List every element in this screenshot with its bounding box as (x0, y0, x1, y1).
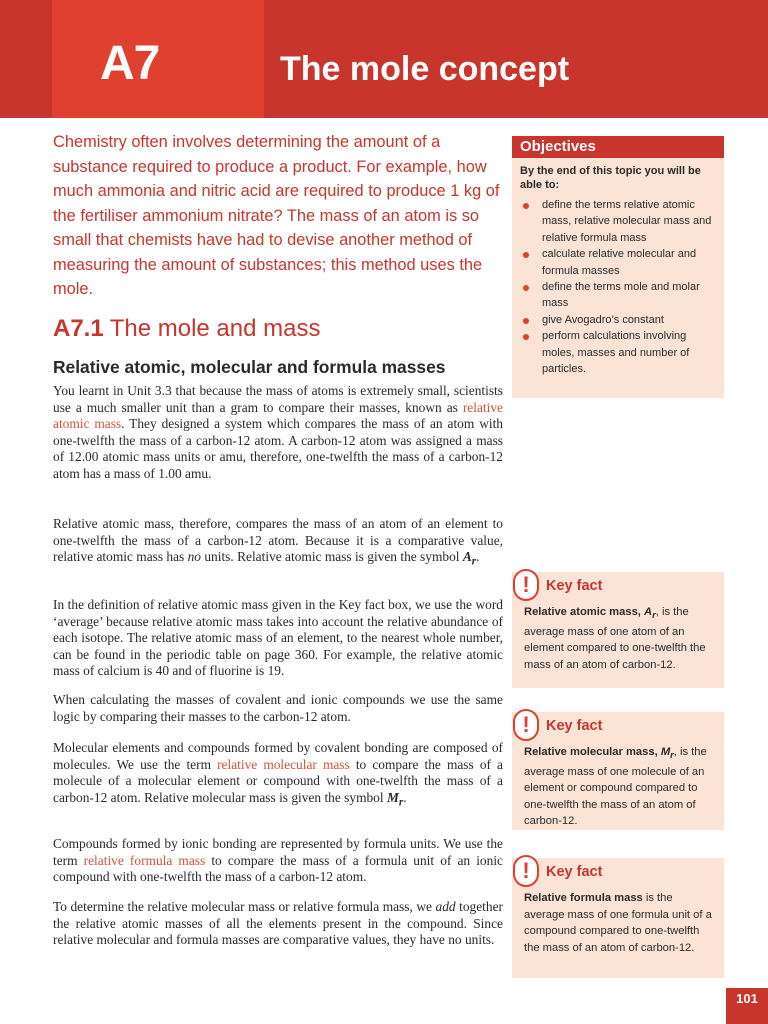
objective-item (520, 197, 720, 246)
objective-text: define the terms relative atomic mass, relative molecular mass and relative formula mass (542, 199, 712, 244)
paragraph (53, 899, 503, 949)
key-fact-box (512, 572, 724, 688)
exclamation-icon: ! (513, 709, 539, 741)
key-fact-definition: , is the average mass of one molecule of an element or compound compared to one-twelfth the mass of an atom of carbon-12. (524, 746, 707, 828)
objective-item (520, 279, 720, 312)
chapter-title: The mole concept (280, 50, 570, 88)
key-fact-box (512, 712, 724, 830)
objective-item (520, 246, 720, 279)
paragraph-text: Compounds formed by ionic bonding are represented by formula units. We use the term (53, 836, 503, 868)
subheading: Relative atomic, molecular and formula masses (53, 357, 446, 377)
symbol: M (660, 746, 671, 758)
key-fact-header (512, 858, 724, 884)
objectives-intro: By the end of this topic you will be able to: (520, 165, 701, 191)
glossary-term: relative atomic mass (53, 399, 503, 432)
paragraph-text: Relative atomic mass, therefore, compares the mass of an atom of an element to one-twelfth the mass of a carbon-12 atom. Because it is a comparative value, relative atomic mass has (53, 516, 503, 565)
objective-text: define the terms mole and molar mass (542, 281, 700, 310)
key-fact-definition: is the average mass of one formula unit of a compound compared to one-twelfth the mass of an atom of carbon-12. (524, 892, 712, 954)
paragraph-text: . They designed a system which compares the mass of an atom with one-twelfth the mass of a carbon-12 atom. A carbon-12 atom was assigned a mass of 12.00 atomic mass units or amu, therefore, one-twelfth the mass of a carbon-12 atom has a mass of 1.00 amu. (53, 416, 503, 481)
objective-text: calculate relative molecular and formula masses (542, 248, 697, 277)
exclamation-icon: ! (513, 569, 539, 601)
key-fact-header (512, 712, 724, 738)
paragraph-text: To determine the relative molecular mass or relative formula mass, we (53, 899, 436, 914)
key-fact-text (512, 738, 724, 836)
bullet-icon (523, 203, 529, 209)
key-fact-box (512, 858, 724, 978)
paragraph-text: together the relative atomic masses of all the elements present in the compound. Since relative molecular and formula masses are comparative values, they have no units. (53, 899, 503, 948)
objective-text: give Avogadro’s constant (542, 313, 664, 326)
key-fact-title: Key fact (546, 578, 603, 594)
glossary-term: relative molecular mass (217, 756, 350, 772)
paragraph-text: You learnt in Unit 3.3 that because the mass of atoms is extremely small, scientists use a much smaller unit than a gram to compare their masses, known as (53, 383, 503, 415)
paragraph (53, 516, 503, 570)
paragraph-text: . (476, 549, 480, 565)
paragraph-text: . (403, 789, 407, 805)
key-fact-term: Relative atomic mass, (524, 606, 645, 618)
bullet-icon (523, 334, 529, 340)
section-heading (53, 315, 320, 343)
paragraph-text: units. Relative atomic mass is given the symbol (201, 549, 463, 565)
objective-text: perform calculations involving moles, masses and number of particles. (542, 330, 690, 376)
symbol: A (644, 606, 653, 618)
objective-item (520, 328, 720, 377)
key-fact-text (512, 884, 724, 962)
paragraph: In the definition of relative atomic mass given in the Key fact box, we use the word ‘average’ because relative atomic mass takes into account the relative abundance of each isotope. The relative atomic mass of an element, to the nearest whole number, can be found in the periodic table on page 360. For example, the relative atomic mass of calcium is 40 and of fluorine is 19. (53, 597, 503, 679)
key-fact-text (512, 598, 724, 679)
symbol-subscript: r (670, 750, 674, 761)
symbol-subscript: r (398, 796, 404, 809)
key-fact-title: Key fact (546, 864, 603, 880)
objectives-list (512, 192, 724, 377)
chapter-header (0, 0, 768, 118)
page-number: 101 (726, 988, 768, 1024)
objective-item (520, 312, 720, 328)
paragraph (53, 740, 503, 811)
paragraph-text: to compare the mass of a molecule of a molecular element or compound with one-twelfth the mass of a carbon-12 atom. Relative molecular mass is given the symbol (53, 756, 503, 805)
key-fact-definition: , is the average mass of one atom of an element compared to one-twelfth the mass of an atom of carbon-12. (524, 606, 706, 671)
chapter-code: A7 (100, 37, 160, 90)
bullet-icon (523, 318, 529, 324)
objectives-title: Objectives (512, 136, 724, 158)
key-fact-title: Key fact (546, 718, 603, 734)
bullet-icon (523, 252, 529, 258)
symbol: M (386, 789, 399, 805)
section-number: A7.1 (53, 315, 104, 342)
emphasis: no (187, 549, 201, 565)
key-fact-term: Relative formula mass (524, 892, 643, 904)
paragraph (53, 836, 503, 886)
symbol: A (462, 549, 472, 565)
objectives-box (512, 136, 724, 398)
section-title: The mole and mass (109, 315, 321, 342)
exclamation-icon: ! (513, 855, 539, 887)
key-fact-header (512, 572, 724, 598)
paragraph-text: to compare the mass of a formula unit of an ionic compound with one-twelfth the mass of a carbon-12 atom. (53, 852, 503, 885)
paragraph-text: Molecular elements and compounds formed by covalent bonding are composed of molecules. We use the term (53, 740, 503, 772)
paragraph (53, 383, 503, 483)
symbol-subscript: r (652, 610, 656, 621)
glossary-term: relative formula mass (83, 852, 206, 868)
emphasis: add (435, 899, 456, 914)
symbol-subscript: r (471, 555, 477, 568)
key-fact-term: Relative molecular mass, (524, 746, 661, 758)
bullet-icon (523, 285, 529, 291)
paragraph: When calculating the masses of covalent and ionic compounds we use the same logic by comparing their masses to the carbon-12 atom. (53, 692, 503, 724)
intro-text: Chemistry often involves determining the amount of a substance required to produce a product. For example, how much ammonia and nitric acid are required to produce 1 kg of the fertiliser ammonium nitrate? The mass of an atom is so small that chemists have had to devise another method of measuring the amount of substances; this method uses the mole. (53, 133, 500, 298)
